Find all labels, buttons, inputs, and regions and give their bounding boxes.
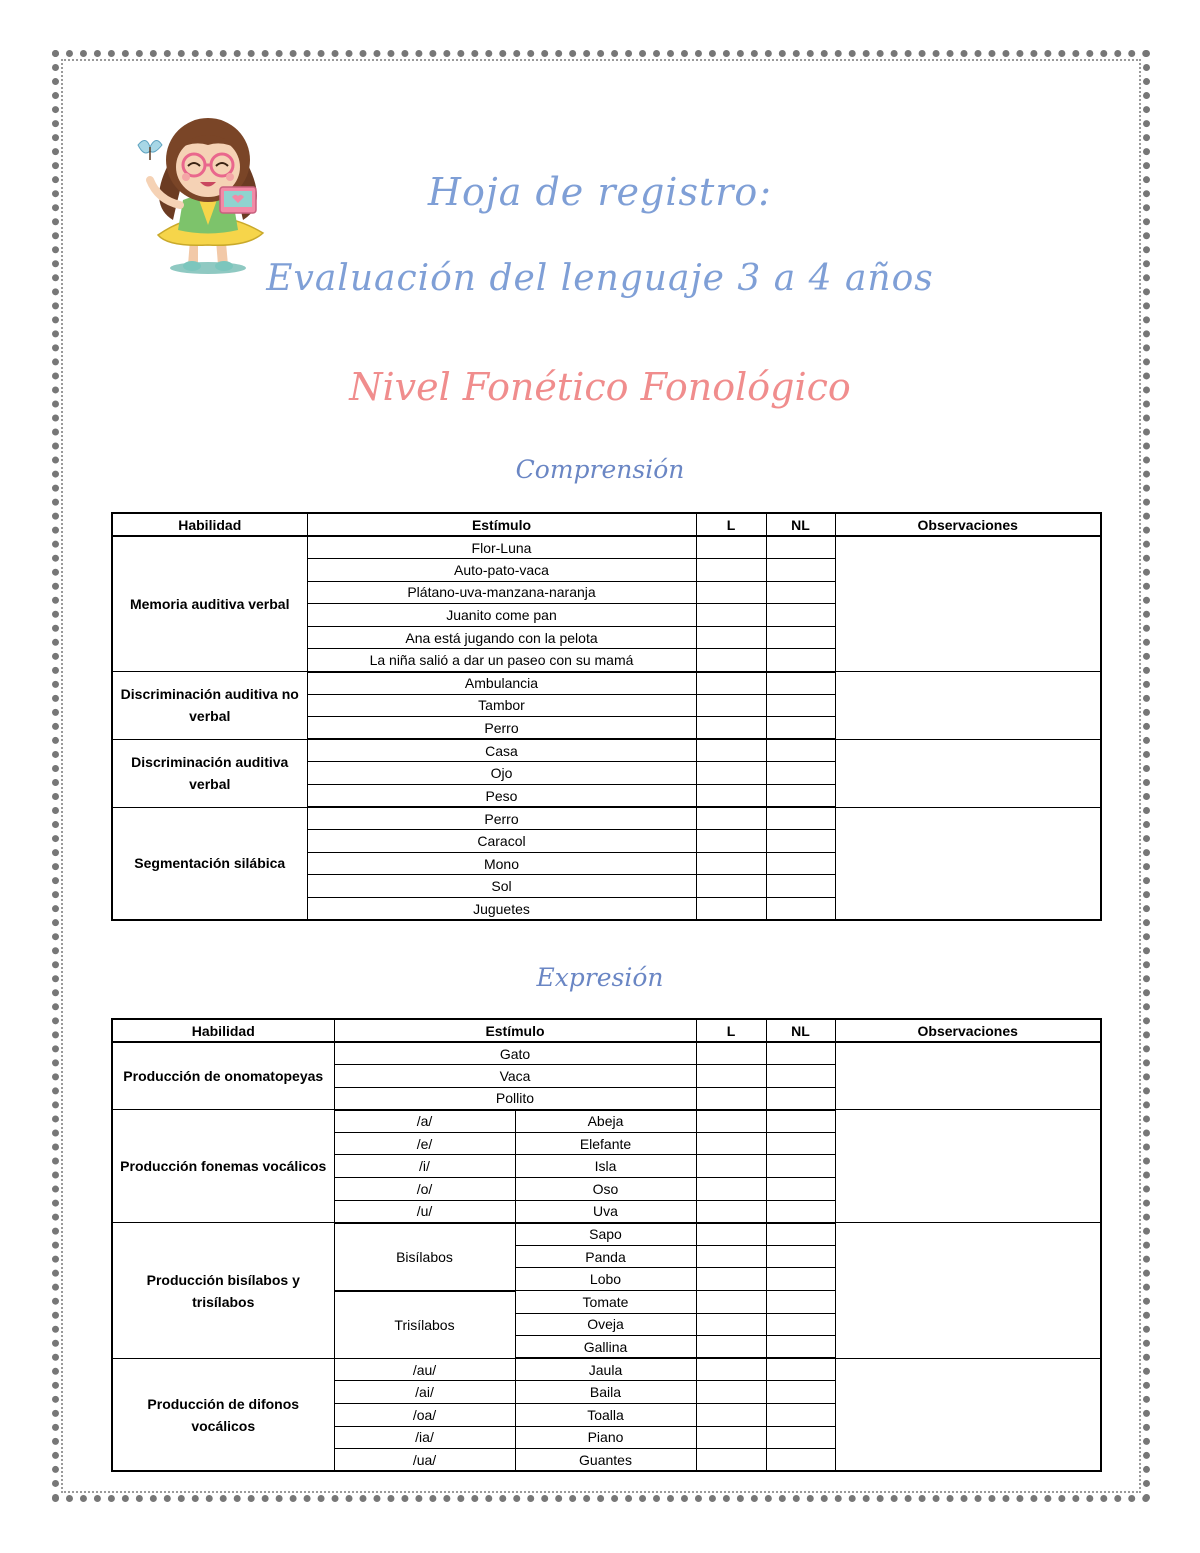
nl-cell[interactable] — [766, 1449, 835, 1472]
section-title-expresion: Expresión — [536, 963, 664, 992]
stimulus-cell: Ana está jugando con la pelota — [307, 626, 696, 649]
table-row — [112, 1042, 1101, 1065]
phoneme-cell: /e/ — [334, 1132, 515, 1155]
phoneme-cell: /i/ — [334, 1155, 515, 1178]
nl-cell[interactable] — [766, 1426, 835, 1449]
l-cell[interactable] — [696, 694, 766, 717]
nl-cell[interactable] — [766, 739, 835, 762]
header-estimulo: Estímulo — [307, 513, 696, 536]
header-l: L — [696, 513, 766, 536]
skill-cell: Discriminación auditiva no verbal — [112, 672, 307, 740]
nl-cell[interactable] — [766, 1358, 835, 1381]
stimulus-cell: Juanito come pan — [307, 604, 696, 627]
comprension-table — [111, 512, 1102, 921]
table-header-row — [112, 1019, 1101, 1042]
nl-cell[interactable] — [766, 559, 835, 582]
nl-cell[interactable] — [766, 1268, 835, 1291]
bisilabos-label: Bisílabos — [334, 1223, 515, 1291]
l-cell[interactable] — [696, 762, 766, 785]
nl-cell[interactable] — [766, 852, 835, 875]
table-header-row — [112, 513, 1101, 536]
phoneme-cell: /oa/ — [334, 1404, 515, 1427]
table-row — [112, 739, 1101, 762]
word-cell: Abeja — [515, 1110, 696, 1133]
nl-cell[interactable] — [766, 785, 835, 808]
l-cell[interactable] — [696, 898, 766, 921]
stimulus-cell: Auto-pato-vaca — [307, 559, 696, 582]
l-cell[interactable] — [696, 1110, 766, 1133]
l-cell[interactable] — [696, 649, 766, 672]
section-title-comprension: Comprensión — [515, 455, 685, 484]
observaciones-cell[interactable] — [835, 672, 1101, 740]
nl-cell[interactable] — [766, 875, 835, 898]
stimulus-cell: Mono — [307, 852, 696, 875]
table-row — [112, 1358, 1101, 1381]
stimulus-cell: Ambulancia — [307, 672, 696, 695]
observaciones-cell[interactable] — [835, 739, 1101, 807]
word-cell: Elefante — [515, 1132, 696, 1155]
nl-cell[interactable] — [766, 1223, 835, 1246]
trisilabos-label: Trisílabos — [334, 1291, 515, 1359]
skill-cell: Producción fonemas vocálicos — [112, 1110, 334, 1223]
l-cell[interactable] — [696, 785, 766, 808]
nl-cell[interactable] — [766, 1065, 835, 1088]
observaciones-cell[interactable] — [835, 807, 1101, 920]
nl-cell[interactable] — [766, 1381, 835, 1404]
stimulus-cell: Casa — [307, 739, 696, 762]
l-cell[interactable] — [696, 1155, 766, 1178]
nl-cell[interactable] — [766, 1042, 835, 1065]
stimulus-cell: Perro — [307, 717, 696, 740]
nl-cell[interactable] — [766, 1313, 835, 1336]
nl-cell[interactable] — [766, 694, 835, 717]
word-cell: Gallina — [515, 1336, 696, 1359]
observaciones-cell[interactable] — [835, 1110, 1101, 1223]
nl-cell[interactable] — [766, 604, 835, 627]
l-cell[interactable] — [696, 875, 766, 898]
word-cell: Uva — [515, 1200, 696, 1223]
header-habilidad: Habilidad — [112, 1019, 334, 1042]
l-cell[interactable] — [696, 604, 766, 627]
word-cell: Tomate — [515, 1291, 696, 1314]
word-cell: Isla — [515, 1155, 696, 1178]
l-cell[interactable] — [696, 1313, 766, 1336]
nl-cell[interactable] — [766, 536, 835, 559]
l-cell[interactable] — [696, 1449, 766, 1472]
l-cell[interactable] — [696, 1065, 766, 1088]
table-row — [112, 536, 1101, 559]
title-line-2: Evaluación del lenguaje 3 a 4 años — [266, 258, 934, 299]
stimulus-cell: Peso — [307, 785, 696, 808]
stimulus-cell: Caracol — [307, 830, 696, 853]
l-cell[interactable] — [696, 717, 766, 740]
skill-cell: Producción de onomatopeyas — [112, 1042, 334, 1110]
level-title: Nivel Fonético Fonológico — [349, 365, 851, 409]
stimulus-cell: La niña salió a dar un paseo con su mamá — [307, 649, 696, 672]
nl-cell[interactable] — [766, 649, 835, 672]
l-cell[interactable] — [696, 559, 766, 582]
nl-cell[interactable] — [766, 898, 835, 921]
word-cell: Toalla — [515, 1404, 696, 1427]
nl-cell[interactable] — [766, 1245, 835, 1268]
l-cell[interactable] — [696, 1245, 766, 1268]
stimulus-cell: Juguetes — [307, 898, 696, 921]
header-nl: NL — [766, 1019, 835, 1042]
nl-cell[interactable] — [766, 830, 835, 853]
header-estimulo: Estímulo — [334, 1019, 696, 1042]
l-cell[interactable] — [696, 626, 766, 649]
nl-cell[interactable] — [766, 1404, 835, 1427]
header-nl: NL — [766, 513, 835, 536]
l-cell[interactable] — [696, 1336, 766, 1359]
l-cell[interactable] — [696, 1132, 766, 1155]
stimulus-cell: Plátano-uva-manzana-naranja — [307, 581, 696, 604]
stimulus-cell: Vaca — [334, 1065, 696, 1088]
l-cell[interactable] — [696, 1381, 766, 1404]
l-cell[interactable] — [696, 672, 766, 695]
skill-cell: Discriminación auditiva verbal — [112, 739, 307, 807]
nl-cell[interactable] — [766, 762, 835, 785]
l-cell[interactable] — [696, 807, 766, 830]
phoneme-cell: /o/ — [334, 1178, 515, 1201]
header-l: L — [696, 1019, 766, 1042]
phoneme-cell: /a/ — [334, 1110, 515, 1133]
header-habilidad: Habilidad — [112, 513, 307, 536]
skill-cell: Segmentación silábica — [112, 807, 307, 920]
skill-cell: Producción bisílabos y trisílabos — [112, 1223, 334, 1359]
skill-cell: Memoria auditiva verbal — [112, 536, 307, 672]
word-cell: Guantes — [515, 1449, 696, 1472]
phoneme-cell: /au/ — [334, 1358, 515, 1381]
word-cell: Baila — [515, 1381, 696, 1404]
nl-cell[interactable] — [766, 1155, 835, 1178]
word-cell: Oveja — [515, 1313, 696, 1336]
table-row — [112, 1110, 1101, 1133]
header-observaciones: Observaciones — [835, 513, 1101, 536]
l-cell[interactable] — [696, 1291, 766, 1314]
phoneme-cell: /ai/ — [334, 1381, 515, 1404]
l-cell[interactable] — [696, 1426, 766, 1449]
table-row — [112, 1223, 1101, 1246]
l-cell[interactable] — [696, 830, 766, 853]
phoneme-cell: /ia/ — [334, 1426, 515, 1449]
skill-cell: Producción de difonos vocálicos — [112, 1358, 334, 1471]
nl-cell[interactable] — [766, 1087, 835, 1110]
nl-cell[interactable] — [766, 1132, 835, 1155]
l-cell[interactable] — [696, 1223, 766, 1246]
word-cell: Sapo — [515, 1223, 696, 1246]
l-cell[interactable] — [696, 739, 766, 762]
word-cell: Lobo — [515, 1268, 696, 1291]
l-cell[interactable] — [696, 1087, 766, 1110]
nl-cell[interactable] — [766, 581, 835, 604]
word-cell: Piano — [515, 1426, 696, 1449]
observaciones-cell[interactable] — [835, 536, 1101, 672]
observaciones-cell[interactable] — [835, 1223, 1101, 1359]
stimulus-cell: Flor-Luna — [307, 536, 696, 559]
stimulus-cell: Gato — [334, 1042, 696, 1065]
observaciones-cell[interactable] — [835, 1042, 1101, 1110]
nl-cell[interactable] — [766, 672, 835, 695]
stimulus-cell: Tambor — [307, 694, 696, 717]
stimulus-cell: Perro — [307, 807, 696, 830]
l-cell[interactable] — [696, 1404, 766, 1427]
nl-cell[interactable] — [766, 717, 835, 740]
phoneme-cell: /u/ — [334, 1200, 515, 1223]
l-cell[interactable] — [696, 1358, 766, 1381]
nl-cell[interactable] — [766, 807, 835, 830]
l-cell[interactable] — [696, 852, 766, 875]
observaciones-cell[interactable] — [835, 1358, 1101, 1471]
l-cell[interactable] — [696, 1200, 766, 1223]
nl-cell[interactable] — [766, 1200, 835, 1223]
nl-cell[interactable] — [766, 626, 835, 649]
nl-cell[interactable] — [766, 1178, 835, 1201]
nl-cell[interactable] — [766, 1291, 835, 1314]
expresion-table — [111, 1018, 1102, 1472]
stimulus-cell: Pollito — [334, 1087, 696, 1110]
stimulus-cell: Ojo — [307, 762, 696, 785]
l-cell[interactable] — [696, 1042, 766, 1065]
table-row — [112, 807, 1101, 830]
nl-cell[interactable] — [766, 1110, 835, 1133]
l-cell[interactable] — [696, 1268, 766, 1291]
l-cell[interactable] — [696, 536, 766, 559]
word-cell: Oso — [515, 1178, 696, 1201]
table-row — [112, 672, 1101, 695]
l-cell[interactable] — [696, 581, 766, 604]
word-cell: Panda — [515, 1245, 696, 1268]
header-observaciones: Observaciones — [835, 1019, 1101, 1042]
title-line-1: Hoja de registro: — [427, 170, 773, 214]
stimulus-cell: Sol — [307, 875, 696, 898]
word-cell: Jaula — [515, 1358, 696, 1381]
nl-cell[interactable] — [766, 1336, 835, 1359]
l-cell[interactable] — [696, 1178, 766, 1201]
phoneme-cell: /ua/ — [334, 1449, 515, 1472]
